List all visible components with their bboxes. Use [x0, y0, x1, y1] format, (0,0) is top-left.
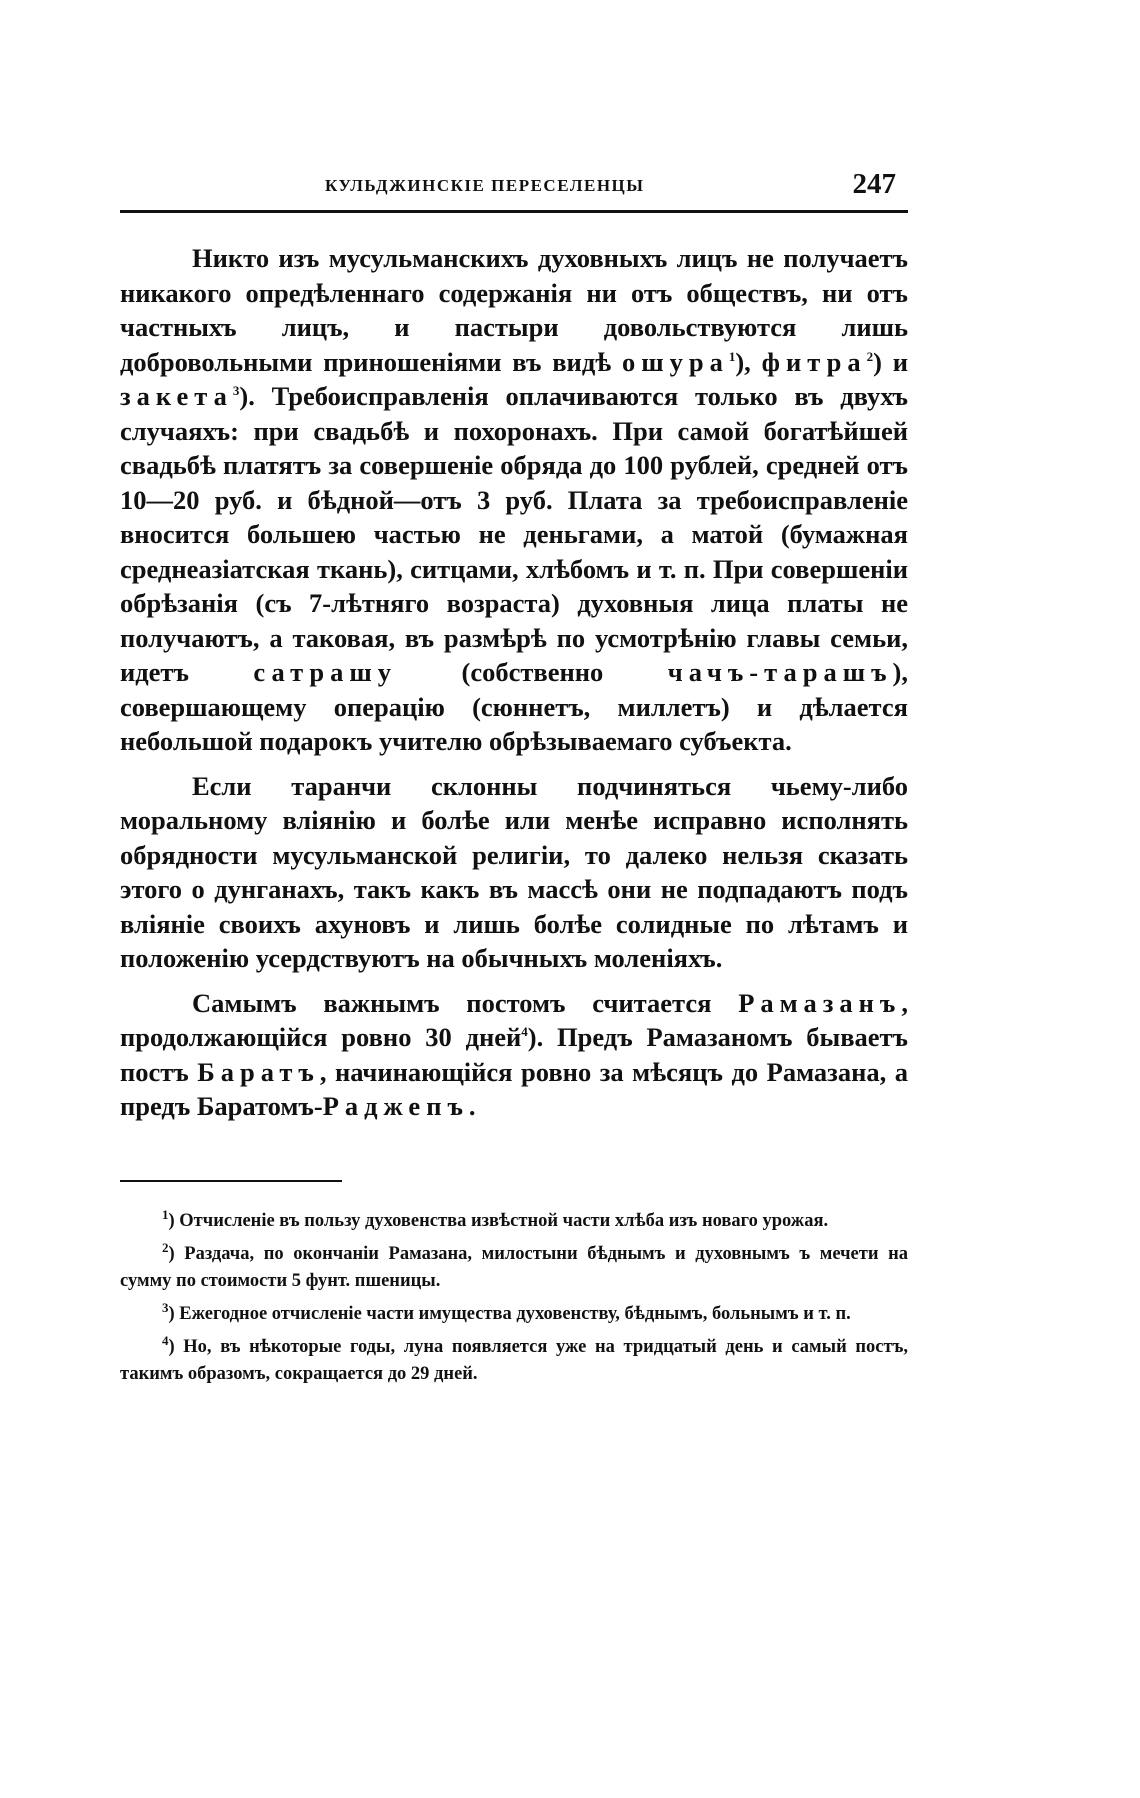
paragraph-text: ), совершающему операцію (сюннетъ, миллетъ) и дѣлается небольшой подарокъ учителю обрѣзываемаго субъекта.: [120, 657, 908, 756]
footnote-text: Ежегодное отчисленіе части имущества духовенству, бѣднымъ, больнымъ и т. п.: [179, 1303, 851, 1324]
footnote-text: Отчисленіе въ пользу духовенства извѣстной части хлѣба изъ новаго урожая.: [179, 1210, 829, 1231]
paragraph-text: , продолжающійся ровно 30 дней: [120, 987, 908, 1052]
paragraph-text: Самымъ важнымъ постомъ считается: [192, 987, 739, 1018]
spaced-term: закета: [120, 381, 233, 411]
footnote-text: Но, въ нѣкоторые годы, луна появляется уже на тридцатый день и самый постъ, такимъ образомъ, сокращается до 29 дней.: [120, 1336, 908, 1384]
paragraph-1: [120, 241, 908, 759]
document-page: [120, 170, 908, 1394]
footnote-1: $^1$) Отчисленіе въ пользу духовенства извѣстной части хлѣба изъ новаго урожая.: [162, 1206, 829, 1231]
paragraph-2: Если таранчи склонны подчиняться чьему-либо моральному вліянію и болѣе или менѣе исправно исполнять обрядности мусульманской религіи, то далеко нельзя сказать этого о дунганахъ, такъ какъ въ массѣ они не подпадаютъ подъ вліяніе своихъ ахуновъ и лишь болѣе солидные по лѣтамъ и положенію усердствуютъ на обычныхъ моленіяхъ.: [120, 770, 908, 973]
footnote-3: $^3$) Ежегодное отчисленіе части имущества духовенству, бѣднымъ, больнымъ и т. п.: [162, 1299, 851, 1324]
footnote-ref: 2: [866, 348, 874, 364]
paragraph-text: ),: [735, 346, 762, 377]
page-number: 247: [852, 168, 896, 200]
spaced-term: ошура: [621, 346, 729, 377]
spaced-term: Рамазанъ: [738, 987, 902, 1018]
footnote-separator: [120, 1180, 342, 1182]
footnote-ref: 4: [521, 1024, 528, 1040]
spaced-term: чачъ-тарашъ: [667, 657, 893, 687]
footnote-ref: 3: [232, 383, 240, 399]
running-title: КУЛЬДЖИНСКІЕ ПЕРЕСЕЛЕНЦЫ: [325, 176, 645, 195]
paragraph-text: ). Требоисправленія оплачиваются только въ двухъ случаяхъ: при свадьбѣ и похоронахъ. При самой богатѣйшей свадьбѣ платятъ за совершеніе обряда до 100 рублей, средней отъ 10—20 руб. и бѣдной—отъ 3 руб. Плата за требоисправленіе вносится большею частью не деньгами, а матой (бумажная среднеазіатская ткань), ситцами, хлѣбомъ и т. п. При совершеніи обрѣзанія (съ 7-лѣтняго возраста) духовныя лица платы не получаютъ, а таковая, въ размѣрѣ по усмотрѣнію главы семьи, идетъ: [120, 381, 908, 687]
paragraph-text: Никто изъ мусульманскихъ духовныхъ лицъ не получаетъ никакого опредѣленнаго содержанія ни отъ обществъ, ни отъ частныхъ лицъ, и пастыри довольствуются лишь добровольными приношеніями въ видѣ: [120, 243, 908, 377]
paragraph-text: ) и: [873, 346, 909, 377]
footnote-ref: 1: [728, 348, 736, 364]
footnote-mark: 3: [162, 1299, 169, 1315]
body-text: [120, 241, 908, 1124]
footnote-2: $^2$) Раздача, по окончаніи Рамазана, милостыни бѣднымъ и духовнымъ ъ мечети на сумму по стоимости 5 фунт. пшеницы.: [120, 1239, 908, 1291]
paragraph-3: [120, 986, 908, 1124]
paragraph-text: (собственно: [397, 657, 668, 687]
footnote-mark: 2: [162, 1239, 169, 1255]
paragraph-text: ). Предъ Рамазаномъ бываетъ постъ: [120, 1022, 908, 1087]
spaced-term: Раджепъ: [322, 1091, 469, 1121]
footnotes: [120, 1208, 908, 1388]
footnote-mark: 1: [162, 1206, 169, 1222]
paragraph-text: .: [468, 1091, 476, 1121]
footnote-mark: 4: [162, 1332, 169, 1348]
spaced-term: сатрашу: [253, 657, 398, 687]
spaced-term: Баратъ: [197, 1056, 320, 1087]
footnote-text: Раздача, по окончаніи Рамазана, милостыни бѣднымъ и духовнымъ ъ мечети на сумму по стоимости 5 фунт. пшеницы.: [120, 1243, 908, 1291]
paragraph-text: , начинающійся ровно за мѣсяцъ до Рамазана, а предъ Баратомъ-: [120, 1056, 909, 1121]
spaced-term: фитра: [761, 346, 867, 377]
running-header: [120, 170, 908, 213]
footnote-4: $^4$) Но, въ нѣкоторые годы, луна появляется уже на тридцатый день и самый постъ, такимъ образомъ, сокращается до 29 дней.: [120, 1332, 908, 1384]
